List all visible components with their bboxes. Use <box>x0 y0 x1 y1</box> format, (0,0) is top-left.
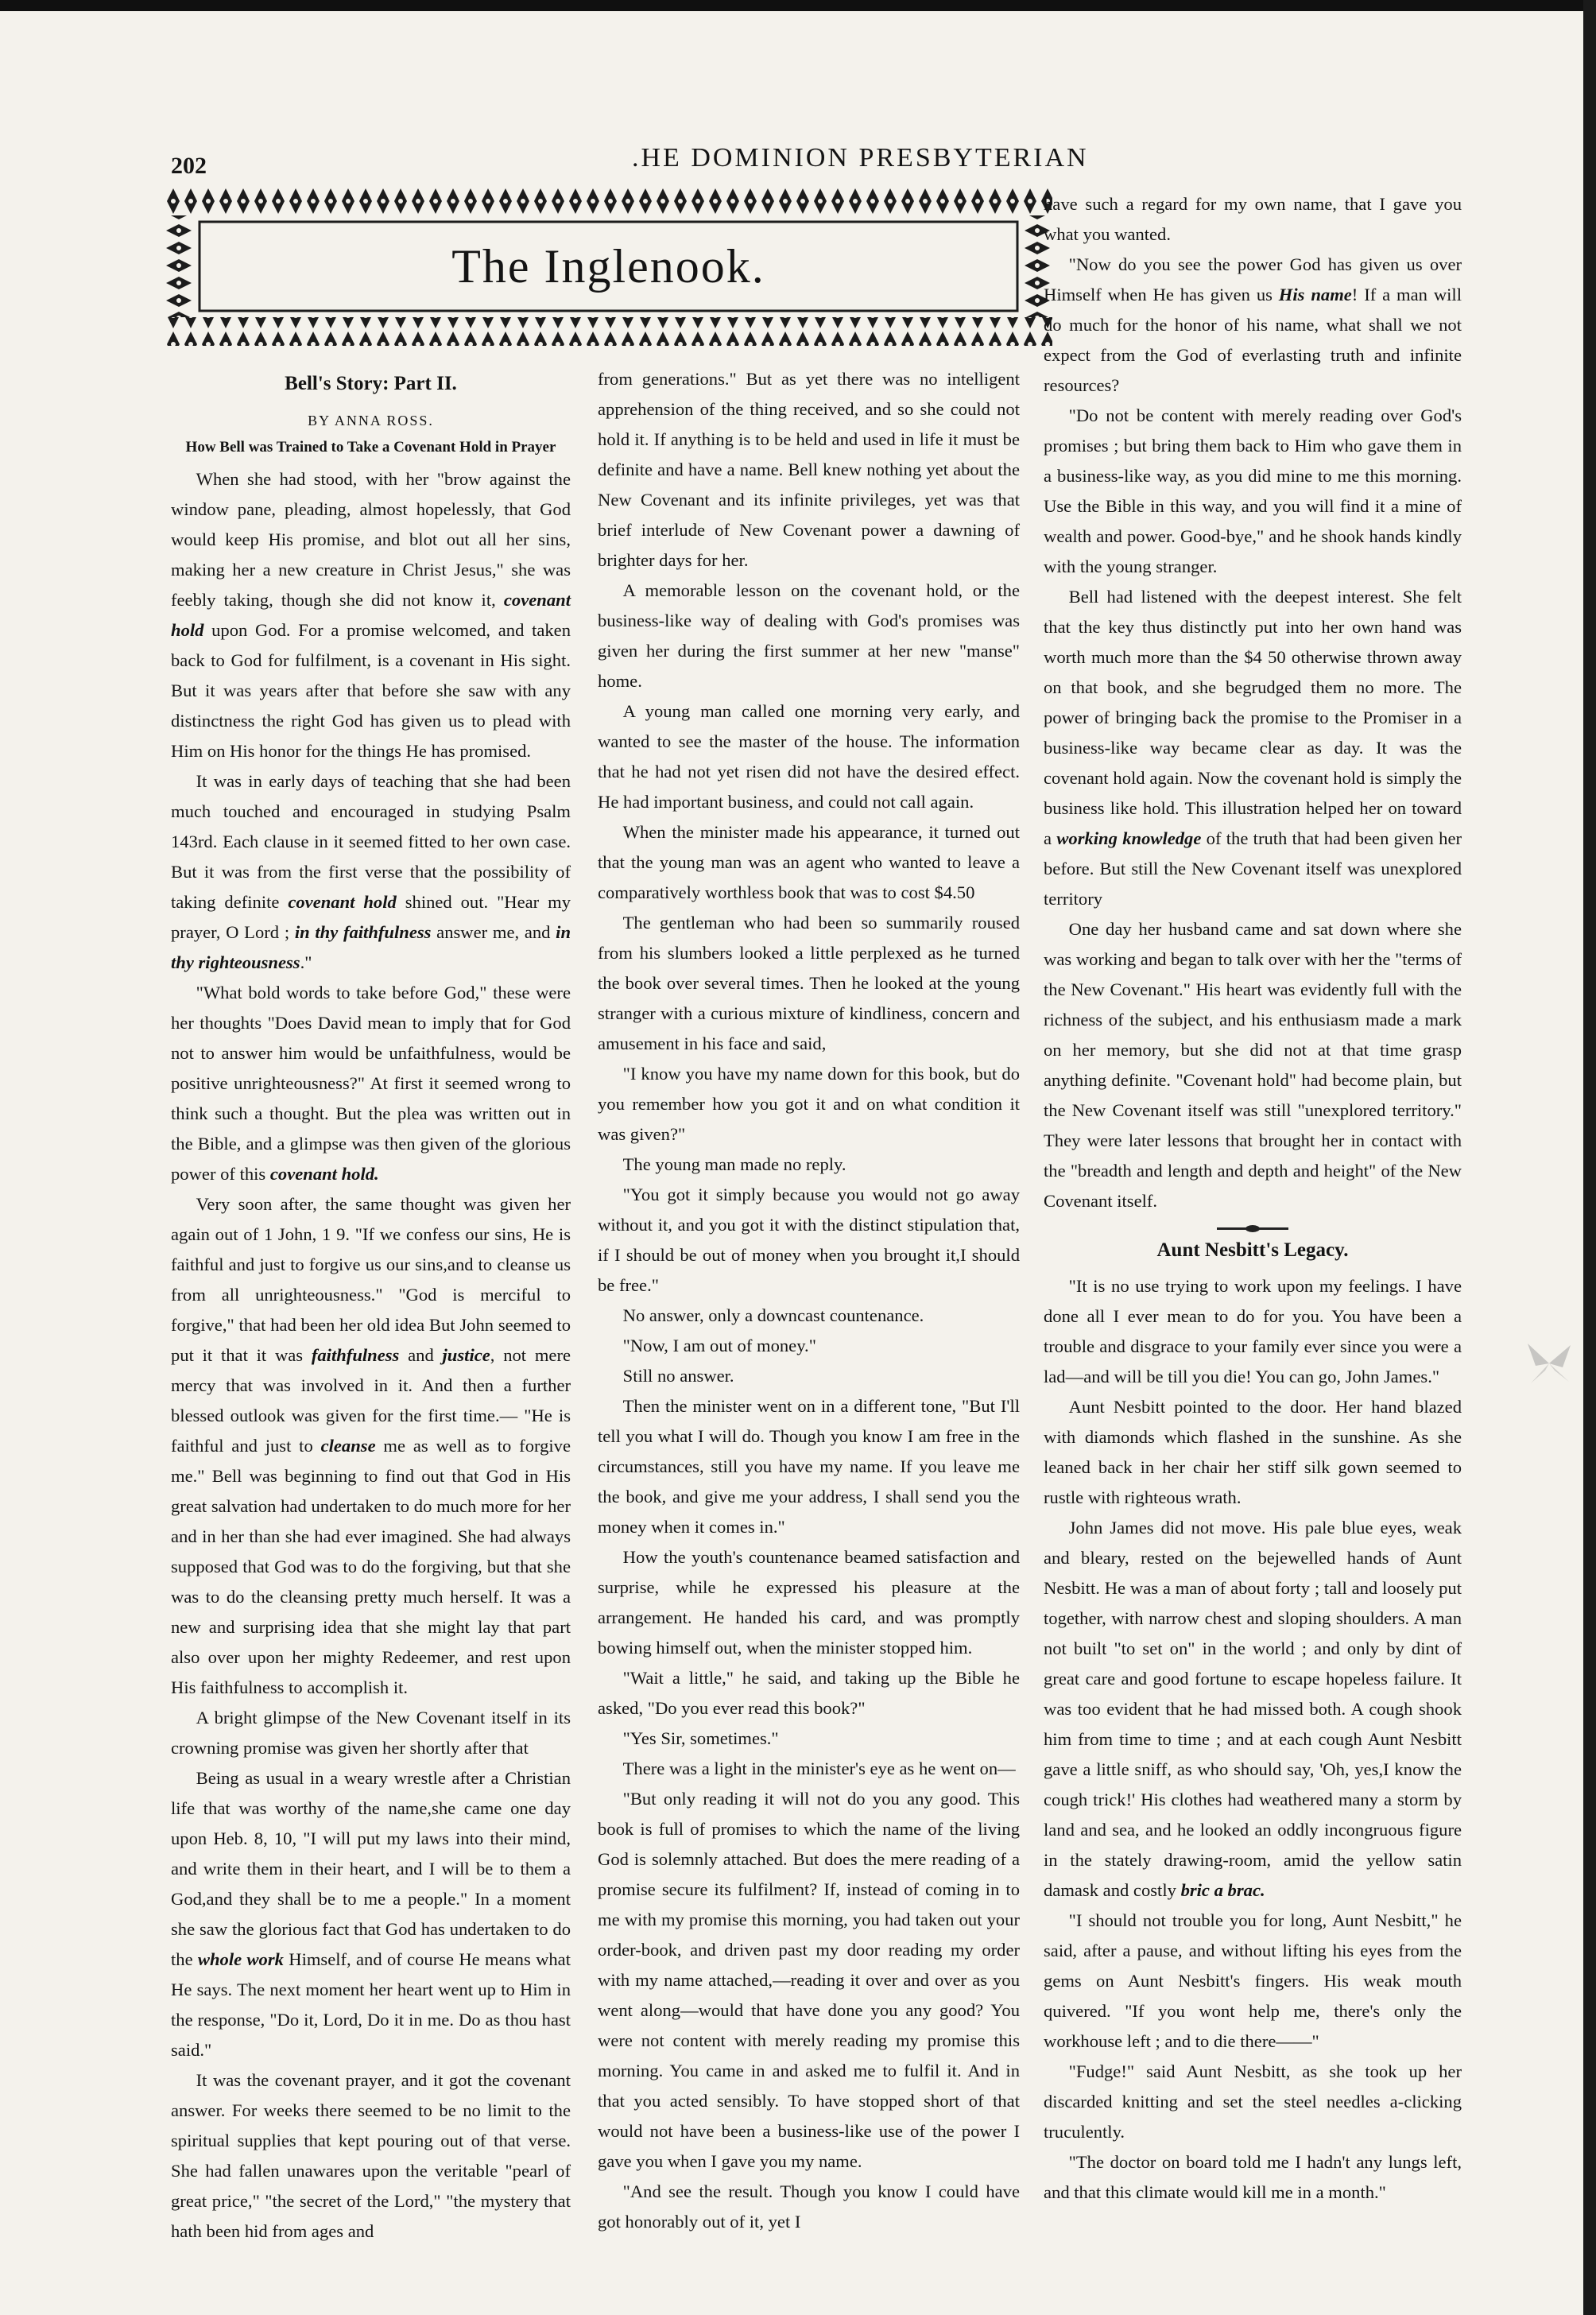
running-head: .HE DOMINION PRESBYTERIAN <box>632 143 1089 173</box>
article-subhead: How Bell was Trained to Take a Covenant Hold in Prayer <box>185 439 556 456</box>
paragraph: "But only reading it will not do you any good. This book is full of promises to which the name of the living God is solemnly attached. But does the mere reading of a promise secure its fulfilment? If, instead of coming in to me with my promise this morning, you had taken out your order-book, and driven past my door reading my order with my name attached,—reading it over and over as you went along—would that have done you any good? You were not content with merely reading my promise this morning. You came in and asked me to fulfil it. And in that you acted sensibly. To have stopped short of that would not have been a business-like use of the power I gave you when I gave you my name. <box>598 1789 1020 2171</box>
paragraph: How the youth's countenance beamed satisfaction and surprise, while he expressed his pleasure at the arrangement. He handed his card, and was promptly bowing himself out, when the minister stopped him. <box>598 1547 1020 1658</box>
paragraph: "I know you have my name down for this book, but do you remember how you got it and on what condition it was given?" <box>598 1064 1020 1144</box>
article-title: Aunt Nesbitt's Legacy. <box>1156 1239 1349 1261</box>
moth-smudge-icon <box>1521 1336 1577 1391</box>
paragraph: "You got it simply because you would not go away without it, and you got it with the distinct stipulation that, if I should be out of money when you brought it,I should be free." <box>598 1185 1020 1295</box>
paragraph: Then the minister went on in a different tone, "But I'll tell you what I will do. Though you know I am free in the circumstances, still you have my name. If you leave me the book, and give me your address, I shall send you the money when it comes in." <box>598 1396 1020 1537</box>
section-title: The Inglenook. <box>451 240 765 293</box>
paragraph: "And see the result. Though you know I could have got honorably out of it, yet I <box>598 2181 1020 2232</box>
paragraph: "It is no use trying to work upon my feelings. I have done all I ever mean to do for you. You have been a trouble and disgrace to your family ever since you were a lad—and will be till you die! You can go, John James." <box>1044 1276 1462 1386</box>
paragraph: Still no answer. <box>622 1366 734 1386</box>
paragraph: One day her husband came and sat down where she was working and began to talk over with her the "terms of the New Covenant." His heart was evidently full with the richness of the subject, and his enthusiasm made a mark on her memory, but she did not at that time grasp anything definite. "Covenant hold" had become plain, but the New Covenant itself was still "unexplored territory." They were later lessons that brought her in contact with the "breadth and length and depth and height" of the New Covenant itself. <box>1044 919 1462 1211</box>
paragraph: from generations." But as yet there was no intelligent apprehension of the thing received, and so she could not hold it. If anything is to be held and used in life it must be definite and have a name. Bell knew nothing yet about the New Covenant and its infinite privileges, yet was that brief interlude of New Covenant power a dawning of brighter days for her. <box>598 369 1020 570</box>
paragraph: It was the covenant prayer, and it got the covenant answer. For weeks there seemed to be no limit to the spiritual supplies that kept pouring out of that verse. She had fallen unawares upon the veritable "pearl of great price," "the secret of the Lord," "the mystery that hath been hid from ages and <box>171 2070 571 2241</box>
paragraph: "I should not trouble you for long, Aunt Nesbitt," he said, after a pause, and without lifting his eyes from the gems on Aunt Nesbitt's fingers. His weak mouth quivered. "If you wont help me, there's only the workhouse left ; and to die there——" <box>1044 1910 1462 2051</box>
article-separator <box>1217 1227 1288 1230</box>
paragraph: Very soon after, the same thought was given her again out of 1 John, 1 9. "If we confess our sins, He is faithful and just to forgive us our sins,and to cleanse us from all unrighteousness." "God is merciful to forgive," that had been her old idea But John seemed to put it that it was faithfulness and justice, not mere mercy that was involved in it. And then a further blessed outlook was given for the first time.— "He is faithful and just to cleanse me as well as to forgive me." Bell was beginning to find out that God in His great salvation had undertaken to do much more for her and in her than she had ever imagined. She had always supposed that God was to do the forgiving, but that she was to do the cleansing pretty much herself. It was a new and surprising idea that she might lay that part also over upon her mighty Redeemer, and rest upon His faithfulness to accomplish it. <box>171 1194 571 1697</box>
paragraph: When she had stood, with her "brow against the window pane, pleading, almost hopelessly, that God would keep His promise, and blot out all her sins, making her a new creature in Christ Jesus," she was feebly taking, though she did not know it, covenant hold upon God. For a promise welcomed, and taken back to God for fulfilment, is a covenant in His sight. But it was years after that before she saw with any distinctness the right God has given us to plead with Him on His honor for the things He has promised. <box>171 469 571 761</box>
paragraph: "The doctor on board told me I hadn't any lungs left, and that this climate would kill me in a month." <box>1044 2152 1462 2202</box>
paragraph: No answer, only a downcast countenance. <box>622 1305 924 1325</box>
paragraph: A memorable lesson on the covenant hold, or the business-like way of dealing with God's promises was given her during the first summer at her new "manse" home. <box>598 580 1020 691</box>
paragraph: John James did not move. His pale blue eyes, weak and bleary, rested on the bejewelled hands of Aunt Nesbitt. He was a man of about forty ; tall and loosely put together, with narrow chest and sloping shoulders. A man not built "to set on" in the world ; and only by dint of great care and good fortune to escape hopeless failure. It was too evident that he had missed both. A cough shook him from time to time ; and at each cough Aunt Nesbitt gave a little sniff, as who should say, 'Oh, yes,I know the cough trick!' His clothes had weathered many a storm by land and sea, and he looked an oddly incongruous figure in the stately drawing-room, amid the yellow satin damask and costly bric a brac. <box>1044 1518 1462 1900</box>
paragraph: Aunt Nesbitt pointed to the door. Her hand blazed with diamonds which flashed in the sunshine. As she leaned back in her chair her stiff silk gown seemed to rustle with righteous wrath. <box>1044 1397 1462 1507</box>
paragraph: "What bold words to take before God," these were her thoughts "Does David mean to imply that for God not to answer him would be unfaithfulness, would be positive unrighteousness?" At first it seemed wrong to think such a thought. But the plea was written out in the Bible, and a glimpse was then given of the glorious power of this covenant hold. <box>171 983 571 1184</box>
paragraph: "Fudge!" said Aunt Nesbitt, as she took up her discarded knitting and set the steel needles a-clicking truculently. <box>1044 2061 1462 2142</box>
column-3 <box>1044 189 1462 2208</box>
scan-top-edge <box>0 0 1596 11</box>
paragraph: The young man made no reply. <box>622 1154 846 1174</box>
page-number: 202 <box>171 153 207 179</box>
paragraph: "Now, I am out of money." <box>622 1336 816 1355</box>
paragraph: have such a regard for my own name, that I gave you what you wanted. <box>1044 194 1462 244</box>
paragraph: It was in early days of teaching that she had been much touched and encouraged in studying Psalm 143rd. Each clause in it seemed fitted to her own case. But it was from the first verse that the possibility of taking definite covenant hold shined out. "Hear my prayer, O Lord ; in thy faithfulness answer me, and in thy righteousness." <box>171 771 571 972</box>
paragraph: "Wait a little," he said, and taking up the Bible he asked, "Do you ever read this book?" <box>598 1668 1020 1718</box>
paragraph: "Yes Sir, sometimes." <box>622 1728 779 1748</box>
section-banner <box>165 187 1052 346</box>
paragraph: Bell had listened with the deepest interest. She felt that the key thus distinctly put into her own hand was worth much more than the $4 50 otherwise thrown away on that book, and she begrudged them no more. The power of bringing back the promise to the Promiser in a business-like way became clear as day. It was the covenant hold again. Now the covenant hold is simply the business like hold. This illustration helped her on toward a working knowledge of the truth that had been given her before. But still the New Covenant itself was unexplored territory <box>1044 587 1462 909</box>
paragraph: When the minister made his appearance, it turned out that the young man was an agent who wanted to leave a comparatively worthless book that was to cost $4.50 <box>598 822 1020 902</box>
column-1 <box>171 364 571 2247</box>
scan-right-edge <box>1583 0 1596 2315</box>
paragraph: A young man called one morning very early, and wanted to see the master of the house. The information that he had not yet risen did not have the desired effect. He had important business, and could not call again. <box>598 701 1020 812</box>
paragraph: A bright glimpse of the New Covenant itself in its crowning promise was given her shortly after that <box>171 1708 571 1758</box>
byline: BY ANNA ROSS. <box>308 413 434 428</box>
paragraph: The gentleman who had been so summarily roused from his slumbers looked a little perplexed as he turned the book over several times. Then he looked at the young stranger with a curious mixture of kindliness, concern and amusement in his face and said, <box>598 913 1020 1053</box>
paragraph: "Do not be content with merely reading over God's promises ; but bring them back to Him who gave them in a business-like way, as you did mine to me this morning. Use the Bible in this way, and you will find it a mine of wealth and power. Good-bye," and he shook hands kindly with the young stranger. <box>1044 405 1462 576</box>
paragraph: "Now do you see the power God has given us over Himself when He has given us His name! If a man will do much for the honor of his name, what shall we not expect from the God of everlasting truth and infinite resources? <box>1044 254 1462 395</box>
article-title: Bell's Story: Part II. <box>285 373 457 394</box>
paragraph: There was a light in the minister's eye as he went on— <box>622 1759 1016 1778</box>
column-2 <box>598 364 1020 2237</box>
page-header <box>171 143 1466 183</box>
paragraph: Being as usual in a weary wrestle after a Christian life that was worthy of the name,she came one day upon Heb. 8, 10, "I will put my laws into their mind, and write them in their heart, and I will be to them a God,and they shall be to me a people." In a moment she saw the glorious fact that God has undertaken to do the whole work Himself, and of course He means what He says. The next moment her heart went up to Him in the response, "Do it, Lord, Do it in me. Do as thou hast said." <box>171 1768 571 2060</box>
